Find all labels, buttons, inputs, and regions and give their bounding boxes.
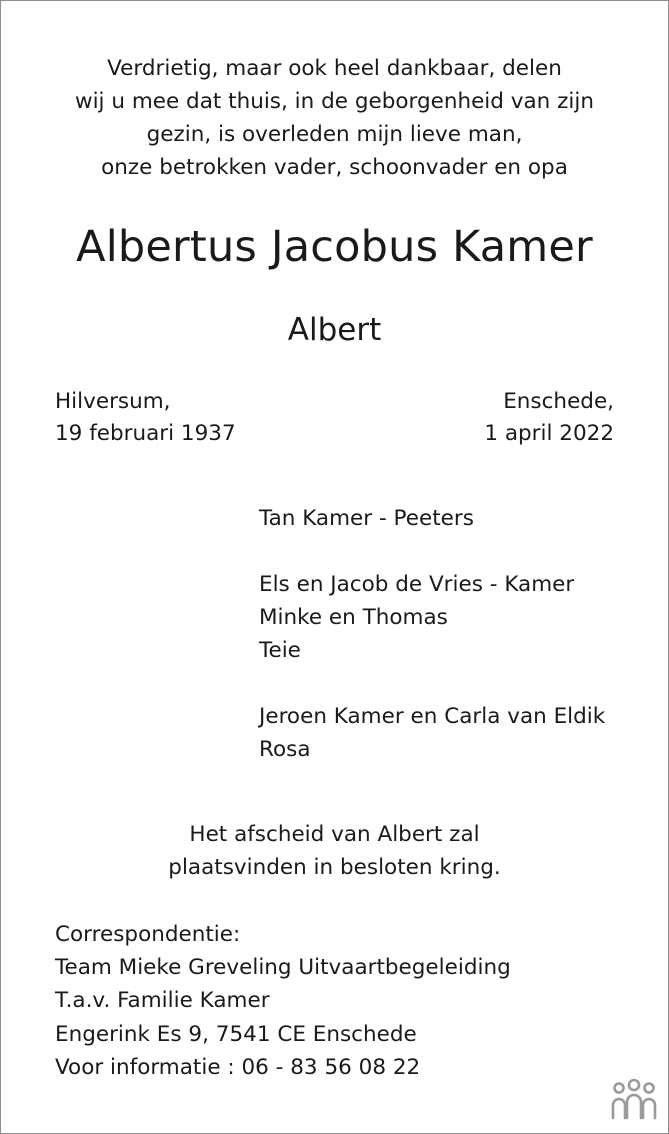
intro-text (0, 52, 669, 184)
birth-info (55, 386, 236, 450)
correspondence-line: Correspondentie: (55, 922, 241, 947)
farewell-notice (0, 818, 669, 884)
family-spouse: Tan Kamer - Peeters (259, 506, 474, 531)
birth-date: 19 februari 1937 (55, 421, 236, 446)
correspondence-line: Voor informatie : 06 - 83 56 08 22 (55, 1054, 421, 1080)
correspondence-line: Engerink Es 9, 7541 CE Enschede (55, 1021, 417, 1047)
farewell-line: plaatsvinden in besloten kring. (168, 855, 501, 880)
intro-line: Verdrietig, maar ook heel dankbaar, delen (107, 56, 562, 81)
death-place: Enschede, (503, 389, 614, 414)
deceased-full-name: Albertus Jacobus Kamer (76, 222, 593, 272)
birth-place: Hilversum, (55, 389, 171, 414)
intro-line: wij u mee dat thuis, in de geborgenheid van zijn (75, 89, 594, 114)
family-gap (259, 535, 605, 568)
family-member: Jeroen Kamer en Carla van Eldik (259, 704, 606, 729)
family-gap (259, 667, 605, 700)
people-group-icon (610, 1078, 658, 1122)
intro-line: gezin, is overleden mijn lieve man, (146, 122, 523, 147)
family-member: Els en Jacob de Vries - Kamer (259, 572, 575, 597)
family-member: Minke en Thomas (259, 605, 448, 630)
death-date: 1 april 2022 (484, 421, 614, 446)
death-info (484, 386, 614, 450)
correspondence-line: Team Mieke Greveling Uitvaartbegeleiding (55, 955, 511, 981)
intro-line: onze betrokken vader, schoonvader en opa (101, 155, 568, 180)
deceased-nickname: Albert (287, 312, 382, 348)
family-list (259, 502, 605, 766)
family-member: Teie (259, 638, 301, 663)
farewell-line: Het afscheid van Albert zal (189, 822, 480, 847)
correspondence-line: T.a.v. Familie Kamer (55, 988, 270, 1014)
correspondence-block (55, 918, 511, 1084)
family-member: Rosa (259, 737, 311, 762)
